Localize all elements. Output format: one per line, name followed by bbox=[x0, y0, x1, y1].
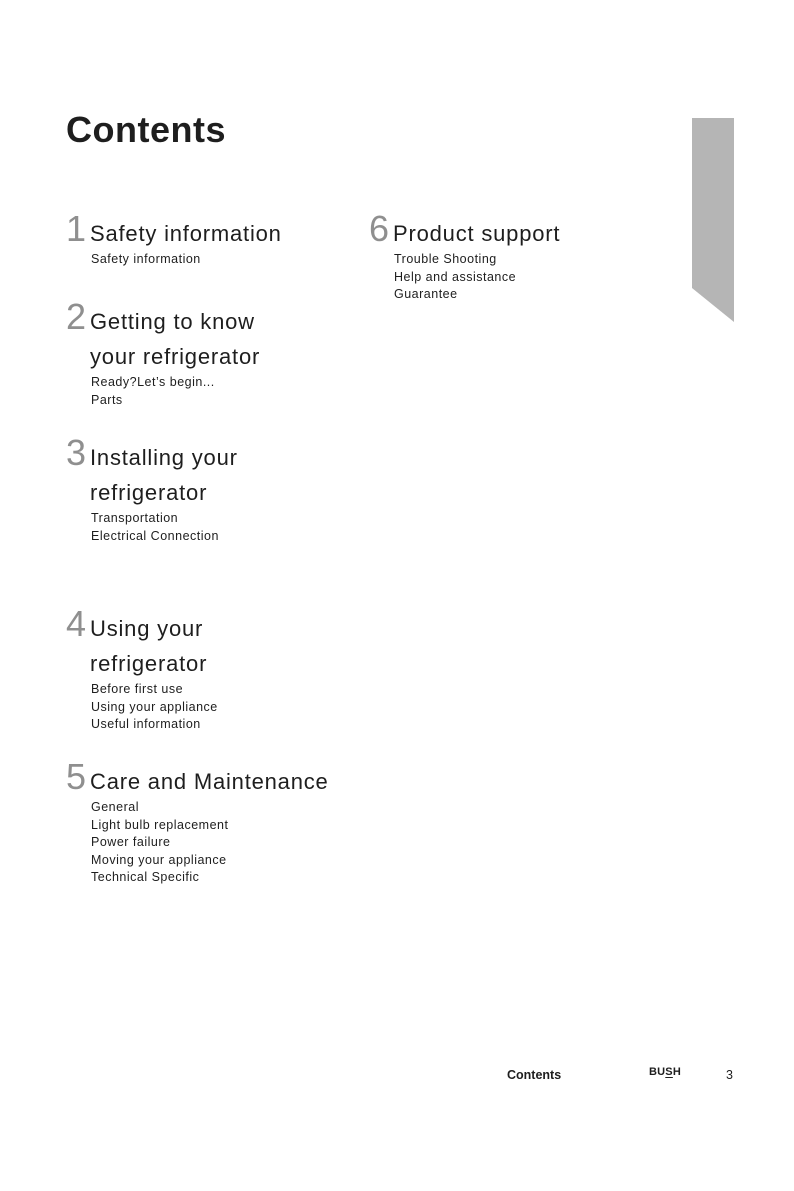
section-title bbox=[90, 605, 207, 681]
section-title-line: refrigerator bbox=[90, 480, 208, 505]
section-item-list bbox=[66, 799, 329, 887]
section-title bbox=[90, 298, 260, 374]
list-item: Safety information bbox=[91, 252, 201, 266]
section-title bbox=[90, 758, 329, 799]
section-title-line: Installing your bbox=[90, 445, 238, 470]
section-item-list bbox=[369, 251, 560, 304]
section-title-line: Getting to know bbox=[90, 309, 255, 334]
section-4 bbox=[66, 605, 218, 734]
logo-text-part: H bbox=[672, 1066, 681, 1078]
list-item: Technical Specific bbox=[91, 870, 200, 884]
section-2 bbox=[66, 298, 260, 409]
section-title-line: Using your bbox=[90, 616, 204, 641]
side-tab-marker bbox=[692, 118, 734, 322]
section-title bbox=[393, 210, 560, 251]
page-title: Contents bbox=[66, 109, 226, 150]
section-number: 6 bbox=[369, 208, 390, 249]
logo-text-part: S bbox=[665, 1066, 673, 1078]
section-number: 1 bbox=[66, 208, 87, 249]
list-item: General bbox=[91, 800, 139, 814]
footer-section-label: Contents bbox=[507, 1068, 562, 1082]
section-title-line: Care and Maintenance bbox=[90, 769, 329, 794]
section-item-list bbox=[66, 510, 238, 545]
section-3 bbox=[66, 434, 238, 545]
section-1 bbox=[66, 210, 282, 269]
list-item: Light bulb replacement bbox=[91, 817, 229, 832]
list-item: Guarantee bbox=[394, 287, 458, 301]
bush-logo bbox=[649, 1066, 681, 1078]
list-item: Trouble Shooting bbox=[394, 252, 497, 266]
section-title bbox=[90, 434, 238, 510]
list-item: Useful information bbox=[91, 717, 201, 731]
list-item: Before first use bbox=[91, 682, 184, 696]
list-item: Electrical Connection bbox=[91, 528, 219, 543]
list-item: Moving your appliance bbox=[91, 852, 227, 867]
section-title-line: Product support bbox=[393, 221, 561, 246]
section-item-list bbox=[66, 681, 218, 734]
section-title-line: your refrigerator bbox=[90, 344, 261, 369]
section-number: 3 bbox=[66, 432, 87, 473]
section-5 bbox=[66, 758, 329, 887]
section-number: 5 bbox=[66, 756, 87, 797]
list-item: Transportation bbox=[91, 511, 179, 525]
section-number: 4 bbox=[66, 603, 87, 644]
section-6 bbox=[369, 210, 560, 304]
list-item: Power failure bbox=[91, 835, 171, 849]
logo-text-part: BU bbox=[649, 1066, 666, 1078]
section-item-list bbox=[66, 251, 282, 269]
section-number: 2 bbox=[66, 296, 87, 337]
section-title bbox=[90, 210, 282, 251]
list-item: Parts bbox=[91, 392, 123, 407]
list-item: Ready?Let’s begin... bbox=[91, 375, 215, 389]
list-item: Using your appliance bbox=[91, 699, 218, 714]
section-title-line: Safety information bbox=[90, 221, 282, 246]
section-title-line: refrigerator bbox=[90, 651, 208, 676]
section-item-list bbox=[66, 374, 260, 409]
list-item: Help and assistance bbox=[394, 269, 517, 284]
page-number: 3 bbox=[726, 1068, 733, 1082]
